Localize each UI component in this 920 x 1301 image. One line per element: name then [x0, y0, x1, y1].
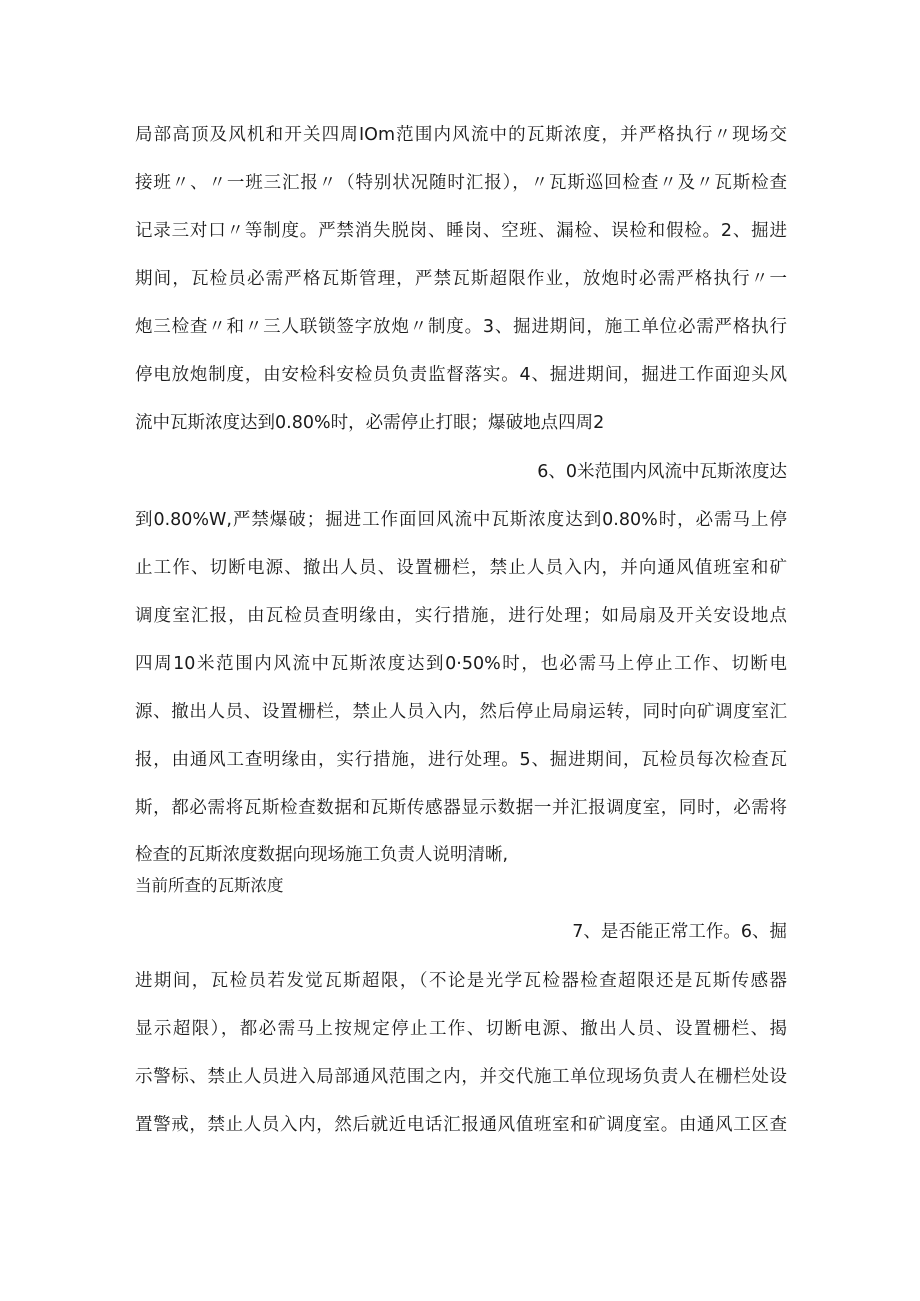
text-line: 记录三对口〃等制度。严禁消失脱岗、睡岗、空班、漏检、误检和假检。2、掘进: [135, 221, 787, 241]
text-line: 7、是否能正常工作。6、掘: [572, 922, 787, 942]
text-line: 6、0米范围内风流中瓦斯浓度达: [537, 462, 787, 482]
text-line: 检查的瓦斯浓度数据向现场施工负责人说明清晰,: [135, 845, 509, 865]
text-line: 置警戒，禁止人员入内，然后就近电话汇报通风值班室和矿调度室。由通风工区查: [135, 1115, 787, 1135]
text-line: 接班〃、〃一班三汇报〃（特别状况随时汇报），〃瓦斯巡回检查〃及〃瓦斯检查: [135, 173, 787, 193]
text-line: 斯，都必需将瓦斯检查数据和瓦斯传感器显示数据一并汇报调度室，同时，必需将: [135, 798, 787, 818]
text-line: 当前所查的瓦斯浓度: [135, 876, 284, 895]
text-line: 到0.80%W,严禁爆破；掘进工作面回风流中瓦斯浓度达到0.80%时，必需马上停: [135, 510, 787, 530]
text-line: 局部高顶及风机和开关四周IOm范围内风流中的瓦斯浓度，并严格执行〃现场交: [135, 125, 787, 145]
text-line: 止工作、切断电源、撤出人员、设置栅栏，禁止人员入内，并向通风值班室和矿: [135, 558, 787, 578]
text-line: 期间，瓦检员必需严格瓦斯管理，严禁瓦斯超限作业，放炮时必需严格执行〃一: [135, 269, 787, 289]
text-line: 源、撤出人员、设置栅栏，禁止人员入内，然后停止局扇运转，同时向矿调度室汇: [135, 702, 787, 722]
text-line: 显示超限），都必需马上按规定停止工作、切断电源、撤出人员、设置栅栏、揭: [135, 1019, 787, 1039]
text-line: 示警标、禁止人员进入局部通风范围之内，并交代施工单位现场负责人在栅栏处设: [135, 1067, 787, 1087]
text-line: 停电放炮制度，由安检科安检员负责监督落实。4、掘进期间，掘进工作面迎头风: [135, 365, 787, 385]
text-line: 四周10米范围内风流中瓦斯浓度达到0·50%时，也必需马上停止工作、切断电: [135, 654, 787, 674]
text-line: 报，由通风工查明缘由，实行措施，进行处理。5、掘进期间，瓦检员每次检查瓦: [135, 750, 787, 770]
text-line: 炮三检查〃和〃三人联锁签字放炮〃制度。3、掘进期间，施工单位必需严格执行: [135, 317, 787, 337]
text-line: 进期间，瓦检员若发觉瓦斯超限，（不论是光学瓦检器检查超限还是瓦斯传感器: [135, 971, 787, 991]
text-line: 调度室汇报，由瓦检员查明缘由，实行措施，进行处理；如局扇及开关安设地点: [135, 606, 787, 626]
text-line: 流中瓦斯浓度达到0.80%时，必需停止打眼；爆破地点四周2: [135, 413, 605, 433]
